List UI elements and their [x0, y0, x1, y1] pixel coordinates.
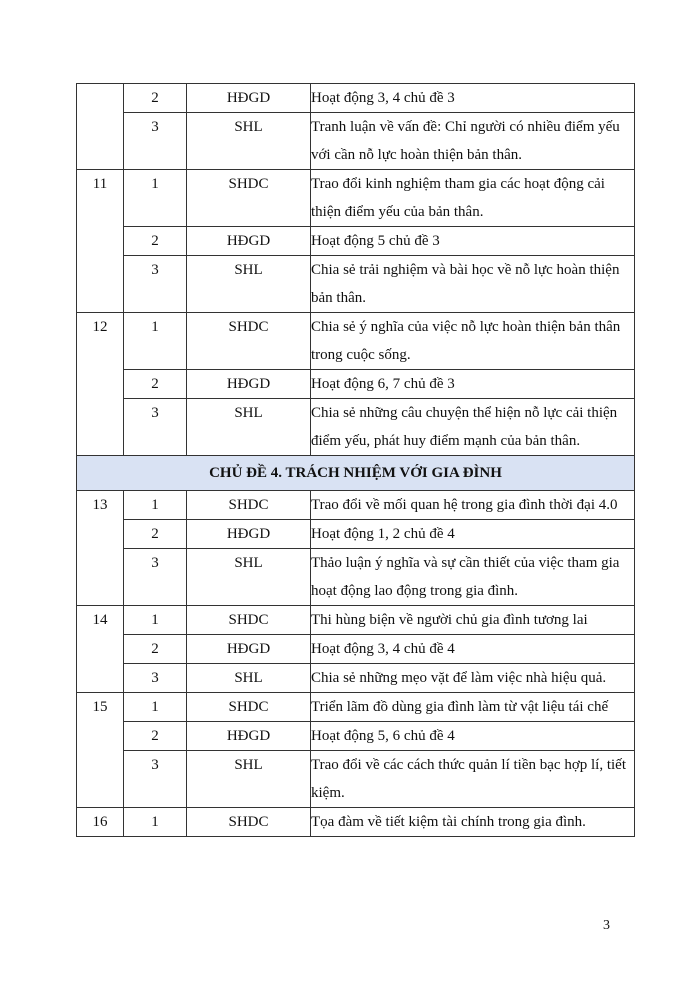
session-cell: 2	[124, 520, 187, 549]
week-cell	[77, 84, 124, 170]
session-cell: 3	[124, 256, 187, 313]
activity-type-cell: SHL	[187, 751, 311, 808]
activity-text: Hoạt động 5, 6 chủ đề 4	[311, 728, 455, 744]
activity-type-cell: HĐGD	[187, 227, 311, 256]
topic-header-row	[77, 456, 635, 491]
activity-cell	[311, 635, 635, 664]
session-cell: 1	[124, 693, 187, 722]
session-cell: 2	[124, 370, 187, 399]
activity-type-cell: SHL	[187, 256, 311, 313]
activity-text: Chia sẻ ý nghĩa của việc nỗ lực hoàn thiện bản thân trong cuộc sống.	[311, 319, 621, 363]
table-row	[77, 664, 635, 693]
activity-text: Hoạt động 1, 2 chủ đề 4	[311, 526, 455, 542]
topic-title: CHỦ ĐỀ 4. TRÁCH NHIỆM VỚI GIA ĐÌNH	[77, 456, 635, 491]
table-row	[77, 84, 635, 113]
table-row	[77, 256, 635, 313]
table-row	[77, 113, 635, 170]
session-cell: 1	[124, 808, 187, 837]
activity-cell	[311, 370, 635, 399]
activity-text: Thi hùng biện về người chủ gia đình tương lai	[311, 612, 588, 628]
session-cell: 3	[124, 664, 187, 693]
table-row	[77, 227, 635, 256]
activity-type-cell: SHDC	[187, 606, 311, 635]
activity-cell	[311, 751, 635, 808]
activity-cell	[311, 664, 635, 693]
activity-type-cell: SHL	[187, 113, 311, 170]
session-cell: 1	[124, 313, 187, 370]
session-cell: 1	[124, 170, 187, 227]
week-cell: 15	[77, 693, 124, 808]
table-row	[77, 491, 635, 520]
table-row	[77, 520, 635, 549]
activity-cell	[311, 227, 635, 256]
session-cell: 3	[124, 549, 187, 606]
schedule-table	[76, 83, 635, 837]
session-cell: 2	[124, 635, 187, 664]
activity-cell	[311, 606, 635, 635]
activity-type-cell: HĐGD	[187, 722, 311, 751]
week-cell: 13	[77, 491, 124, 606]
table-row	[77, 399, 635, 456]
session-cell: 1	[124, 606, 187, 635]
activity-cell	[311, 808, 635, 837]
activity-type-cell: HĐGD	[187, 520, 311, 549]
activity-type-cell: HĐGD	[187, 370, 311, 399]
week-cell: 11	[77, 170, 124, 313]
page-number: 3	[603, 918, 610, 933]
activity-cell	[311, 520, 635, 549]
activity-cell	[311, 491, 635, 520]
activity-type-cell: SHL	[187, 399, 311, 456]
activity-type-cell: SHL	[187, 549, 311, 606]
session-cell: 1	[124, 491, 187, 520]
activity-text: Hoạt động 6, 7 chủ đề 3	[311, 376, 455, 392]
activity-text: Chia sẻ trải nghiệm và bài học về nỗ lực hoàn thiện bản thân.	[311, 262, 620, 306]
activity-text: Hoạt động 3, 4 chủ đề 3	[311, 90, 455, 106]
activity-type-cell: SHDC	[187, 693, 311, 722]
activity-cell	[311, 113, 635, 170]
activity-type-cell: SHDC	[187, 313, 311, 370]
activity-type-cell: SHDC	[187, 170, 311, 227]
activity-cell	[311, 170, 635, 227]
session-cell: 3	[124, 399, 187, 456]
week-cell: 12	[77, 313, 124, 456]
activity-type-cell: SHDC	[187, 808, 311, 837]
activity-cell	[311, 549, 635, 606]
table-row	[77, 751, 635, 808]
activity-cell	[311, 84, 635, 113]
activity-text: Hoạt động 5 chủ đề 3	[311, 233, 440, 249]
table-row	[77, 635, 635, 664]
activity-text: Thảo luận ý nghĩa và sự cần thiết của việc tham gia hoạt động lao động trong gia đình.	[311, 555, 620, 599]
activity-text: Triển lãm đồ dùng gia đình làm từ vật liệu tái chế	[311, 699, 609, 715]
table-row	[77, 606, 635, 635]
activity-type-cell: HĐGD	[187, 84, 311, 113]
activity-text: Tọa đàm về tiết kiệm tài chính trong gia đình.	[311, 814, 586, 830]
activity-text: Chia sẻ những mẹo vặt để làm việc nhà hiệu quả.	[311, 670, 607, 686]
activity-text: Chia sẻ những câu chuyện thể hiện nỗ lực cải thiện điểm yếu, phát huy điểm mạnh của bản thân.	[311, 405, 618, 449]
session-cell: 2	[124, 722, 187, 751]
week-cell: 16	[77, 808, 124, 837]
session-cell: 2	[124, 227, 187, 256]
week-cell: 14	[77, 606, 124, 693]
activity-cell	[311, 693, 635, 722]
table-row	[77, 549, 635, 606]
activity-type-cell: SHL	[187, 664, 311, 693]
activity-type-cell: HĐGD	[187, 635, 311, 664]
activity-text: Trao đổi về mối quan hệ trong gia đình thời đại 4.0	[311, 497, 618, 513]
session-cell: 2	[124, 84, 187, 113]
session-cell: 3	[124, 113, 187, 170]
activity-cell	[311, 722, 635, 751]
activity-text: Hoạt động 3, 4 chủ đề 4	[311, 641, 455, 657]
table-row	[77, 693, 635, 722]
activity-text: Trao đổi kinh nghiệm tham gia các hoạt động cải thiện điểm yếu của bản thân.	[311, 176, 605, 220]
table-row	[77, 370, 635, 399]
table-row	[77, 722, 635, 751]
activity-text: Tranh luận về vấn đề: Chỉ người có nhiều điểm yếu với cần nỗ lực hoàn thiện bản thân.	[311, 119, 620, 163]
activity-cell	[311, 399, 635, 456]
activity-cell	[311, 313, 635, 370]
session-cell: 3	[124, 751, 187, 808]
activity-text: Trao đổi về các cách thức quản lí tiền bạc hợp lí, tiết kiệm.	[311, 757, 626, 801]
activity-cell	[311, 256, 635, 313]
table-row	[77, 313, 635, 370]
table-row	[77, 808, 635, 837]
table-row	[77, 170, 635, 227]
activity-type-cell: SHDC	[187, 491, 311, 520]
